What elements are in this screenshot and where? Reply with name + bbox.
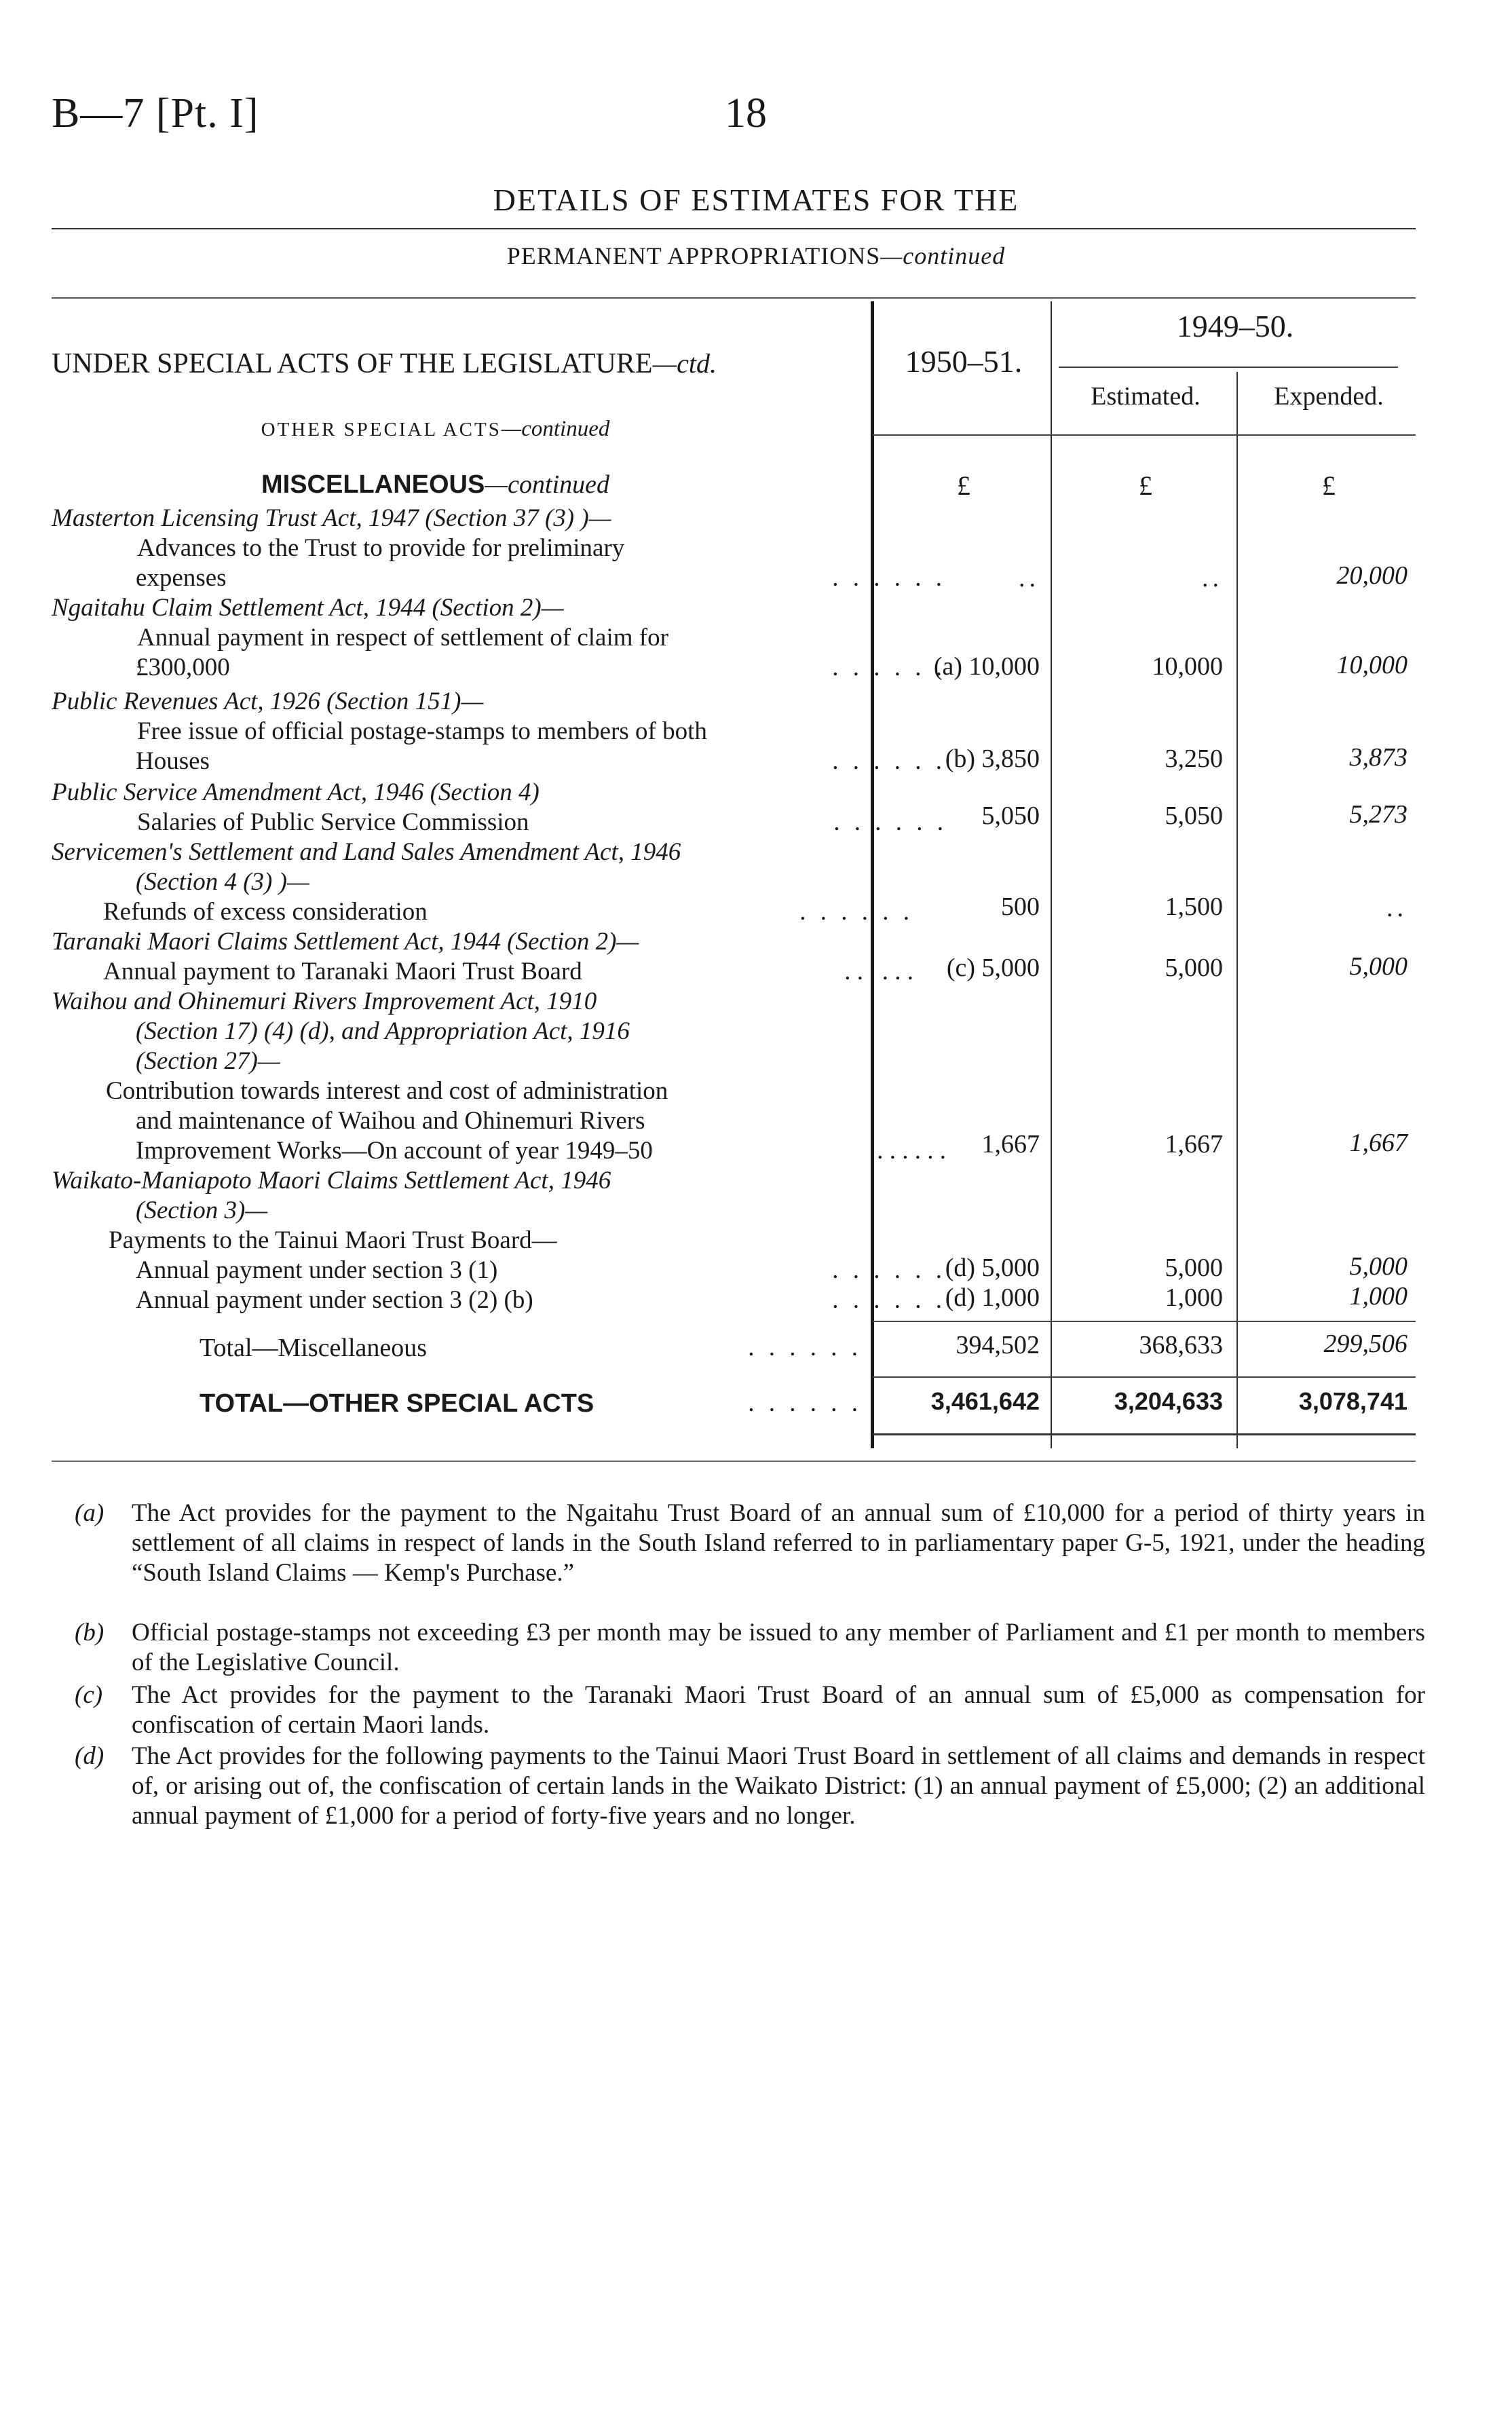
act-title-continued: (Section 4 (3) )— (136, 868, 309, 896)
subtitle-suffix: —continued (880, 242, 1006, 269)
act-title-continued: (Section 3)— (136, 1197, 268, 1224)
item-description-text: Houses (136, 747, 210, 775)
footnote-d (75, 1741, 1425, 1831)
column-divider-expended (1236, 372, 1238, 1448)
value-estimated: 5,050 (1165, 802, 1223, 830)
footnote-text: Official postage-stamps not exceeding £3 per month may be issued to any member of Parliament and £1 per month to members of the Legislative Council. (132, 1619, 1425, 1676)
leader-dots: . . . . . . (832, 564, 946, 592)
value-expended: .. (1386, 894, 1407, 922)
value-1950: .. (1019, 564, 1040, 592)
leader-dots: . . . . . . (832, 1256, 946, 1284)
grand-total-expended: 3,078,741 (1298, 1387, 1407, 1415)
subsection-misc-suffix: —continued (485, 470, 609, 499)
value-1950: 500 (1001, 892, 1040, 921)
act-title: Masterton Licensing Trust Act, 1947 (Section 37 (3) )— (52, 504, 611, 532)
subtitle-rule (52, 297, 1416, 299)
value-estimated: 5,000 (1165, 1254, 1223, 1282)
footnote-marker: (b) (75, 1619, 105, 1646)
currency-expended: £ (1322, 470, 1336, 501)
page-subtitle (0, 242, 1512, 270)
leader-dots: . . . . . . (832, 1286, 946, 1314)
section-heading-text: UNDER SPECIAL ACTS OF THE LEGISLATURE (52, 348, 653, 379)
grand-total-estimated: 3,204,633 (1114, 1387, 1223, 1415)
grand-total-1950: 3,461,642 (930, 1387, 1040, 1415)
header-sub-rule (1059, 366, 1398, 368)
item-description-text: Improvement Works—On account of year 1949–50 (136, 1137, 653, 1165)
value-expended: 1,000 (1349, 1282, 1407, 1311)
value-1950: (a) 10,000 (933, 652, 1040, 681)
footnote-text: The Act provides for the payment to the Ngaitahu Trust Board of an annual sum of £10,000 for a period of thirty years in settlement of all claims in respect of lands in the South Island referred to in parliamentary paper G-5, 1921, under the heading “South Island Claims — Kemp's Purchase.” (132, 1499, 1425, 1587)
total-misc-1950: 394,502 (956, 1331, 1040, 1359)
item-description: Advances to the Trust to provide for preliminary (137, 534, 625, 562)
leader-dots: . . . . . . (832, 747, 946, 775)
item-description (52, 1256, 950, 1285)
footnote-c (75, 1680, 1425, 1740)
item-description (52, 747, 950, 776)
item-description: Payments to the Tainui Maori Trust Board— (109, 1226, 557, 1254)
currency-estimated: £ (1139, 470, 1152, 501)
value-1950: 1,667 (981, 1130, 1040, 1159)
leader-dots: . . . . . . (877, 1137, 946, 1165)
item-description (52, 1136, 950, 1166)
currency-1950: £ (957, 470, 970, 501)
grand-total-label: TOTAL—OTHER SPECIAL ACTS (200, 1389, 594, 1418)
act-title-continued: (Section 27)— (136, 1047, 280, 1075)
leader-dots: . . . . . . (844, 958, 913, 985)
page-title: DETAILS OF ESTIMATES FOR THE (493, 183, 1019, 217)
item-description: Annual payment in respect of settlement of claim for (137, 624, 668, 652)
total-rule-bottom (873, 1433, 1416, 1435)
subsection-other-special-acts (0, 417, 871, 442)
column-header-1950-51: 1950–51. (905, 344, 1023, 379)
value-estimated: 1,500 (1165, 892, 1223, 921)
value-1950: (d) 1,000 (945, 1283, 1040, 1312)
value-expended: 5,000 (1349, 1252, 1407, 1281)
value-estimated: 1,667 (1165, 1130, 1223, 1159)
value-estimated: 10,000 (1152, 652, 1223, 681)
total-misc-estimated: 368,633 (1139, 1331, 1223, 1359)
item-description (52, 897, 918, 927)
item-description: Free issue of official postage-stamps to members of both (137, 717, 707, 745)
page-reference: B—7 [Pt. I] (52, 90, 259, 136)
item-description-text: Salaries of Public Service Commission (137, 808, 529, 836)
footnote-marker: (d) (75, 1742, 105, 1770)
item-description: Contribution towards interest and cost of administration (106, 1077, 668, 1105)
footnote-marker: (c) (75, 1681, 103, 1709)
section-heading (52, 347, 717, 380)
column-header-estimated: Estimated. (1091, 382, 1201, 411)
act-title: Taranaki Maori Claims Settlement Act, 1944 (Section 2)— (52, 928, 639, 956)
act-title: Servicemen's Settlement and Land Sales Amendment Act, 1946 (52, 838, 681, 866)
leader-dots: . . . . . . (832, 654, 946, 681)
value-1950: (d) 5,000 (945, 1254, 1040, 1282)
subsection-misc-text: MISCELLANEOUS (261, 470, 485, 499)
header-rule (873, 434, 1416, 436)
value-estimated: .. (1202, 564, 1223, 592)
act-title: Waikato-Maniapoto Maori Claims Settlement Act, 1946 (52, 1167, 611, 1194)
value-expended: 5,273 (1349, 800, 1407, 829)
leader-dots: . . . . . . (833, 808, 947, 836)
value-expended: 10,000 (1336, 651, 1407, 679)
value-expended: 20,000 (1336, 561, 1407, 590)
value-1950: (b) 3,850 (945, 745, 1040, 773)
leader-dots: . . . . . . (748, 1389, 862, 1417)
leader-dots: . . . . . . (748, 1334, 862, 1361)
value-1950: (c) 5,000 (946, 954, 1040, 982)
item-description (52, 563, 950, 593)
act-title: Public Revenues Act, 1926 (Section 151)— (52, 688, 484, 715)
total-rule-top (873, 1321, 1416, 1322)
item-description (52, 957, 918, 987)
item-description (52, 653, 950, 683)
subsection-other-text: OTHER SPECIAL ACTS (261, 419, 502, 440)
value-estimated: 5,000 (1165, 954, 1223, 982)
column-header-expended: Expended. (1274, 382, 1384, 411)
value-expended: 5,000 (1349, 952, 1407, 981)
column-divider-estimated (1051, 301, 1052, 1448)
footnote-b (75, 1618, 1425, 1678)
total-misc-expended: 299,506 (1323, 1330, 1407, 1358)
act-title: Waihou and Ohinemuri Rivers Improvement Act, 1910 (52, 987, 597, 1015)
subtitle-text: PERMANENT APPROPRIATIONS (506, 242, 881, 269)
column-header-1949-50: 1949–50. (1176, 309, 1294, 343)
item-description-text: Refunds of excess consideration (103, 898, 428, 926)
page-number: 18 (725, 90, 767, 136)
subsection-miscellaneous (0, 470, 871, 500)
total-miscellaneous-label: Total—Miscellaneous (200, 1334, 428, 1362)
value-expended: 3,873 (1349, 743, 1407, 772)
subsection-other-suffix: —continued (501, 417, 610, 441)
title-rule (52, 228, 1416, 229)
value-estimated: 1,000 (1165, 1283, 1223, 1312)
total-rule-middle (873, 1376, 1416, 1378)
item-description-text: Annual payment under section 3 (2) (b) (136, 1286, 533, 1314)
footnote-marker: (a) (75, 1499, 105, 1527)
value-expended: 1,667 (1349, 1129, 1407, 1157)
footnote-text: The Act provides for the following payments to the Tainui Maori Trust Board in settlement of all claims and demands in respect of, or arising out of, the confiscation of certain lands in the Waikato District: (1) an annual payment of £5,000; (2) an additional annual payment of £1,000 for a period of forty-five years and no longer. (132, 1742, 1425, 1830)
value-estimated: 3,250 (1165, 745, 1223, 773)
section-heading-suffix: —ctd. (652, 348, 717, 379)
footnote-text: The Act provides for the payment to the Taranaki Maori Trust Board of an annual sum of £5,000 as compensation for confiscation of certain Maori lands. (132, 1681, 1425, 1739)
item-description: and maintenance of Waihou and Ohinemuri Rivers (136, 1107, 645, 1135)
act-title-continued: (Section 17) (4) (d), and Appropriation Act, 1916 (136, 1017, 630, 1045)
footnote-a (75, 1499, 1425, 1588)
item-description (52, 1285, 950, 1315)
leader-dots: . . . . . . (799, 898, 913, 926)
item-description (52, 808, 951, 837)
table-bottom-rule (52, 1461, 1416, 1462)
item-description-text: expenses (136, 564, 227, 592)
item-description-text: Annual payment under section 3 (1) (136, 1256, 498, 1284)
value-1950: 5,050 (981, 802, 1040, 830)
act-title: Ngaitahu Claim Settlement Act, 1944 (Section 2)— (52, 594, 564, 622)
item-description-text: £300,000 (136, 654, 230, 681)
act-title: Public Service Amendment Act, 1946 (Section 4) (52, 778, 540, 806)
item-description-text: Annual payment to Taranaki Maori Trust Board (103, 958, 582, 985)
